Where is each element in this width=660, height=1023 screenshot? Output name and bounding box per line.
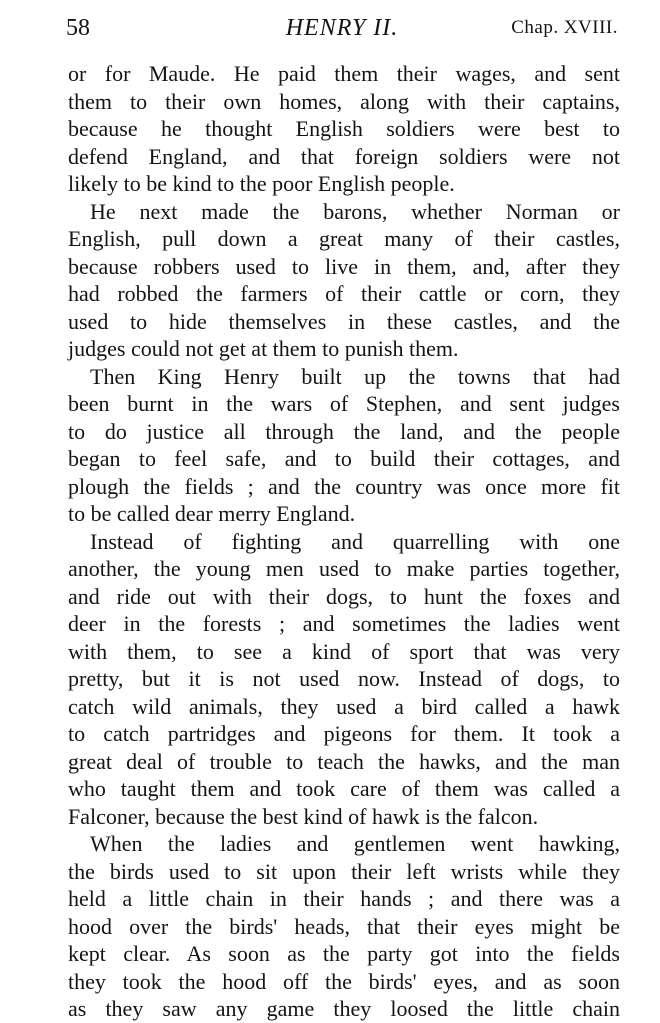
text-line: plough the fields ; and the country was once more fit <box>68 473 620 499</box>
text-line: Then King Henry built up the towns that had <box>90 363 620 389</box>
text-line: began to feel safe, and to build their cottages, and <box>68 446 620 471</box>
text-line: them to their own homes, along with their captains, <box>68 88 620 114</box>
text-line: to catch partridges and pigeons for them. It took a <box>68 721 620 746</box>
text-line: another, the young men used to make parties together, <box>68 556 620 581</box>
text-line: When the ladies and gentlemen went hawking, <box>90 831 620 856</box>
text-line: the birds used to sit upon their left wrists while they <box>68 858 620 884</box>
running-title: HENRY II. <box>285 15 399 41</box>
text-line: judges could not get at them to punish them. <box>68 336 459 361</box>
text-line: Falconer, because the best kind of hawk is the falcon. <box>68 803 539 829</box>
text-line: used to hide themselves in these castles, and the <box>68 308 620 334</box>
text-line: who taught them and took care of them was called a <box>68 776 620 801</box>
paragraph <box>68 528 620 831</box>
text-line: to be called dear merry England. <box>68 501 356 526</box>
text-line: Instead of fighting and quarrelling with one <box>90 528 620 554</box>
text-line: because robbers used to live in them, and, after they <box>68 253 620 279</box>
text-line: catch wild animals, they used a bird called a hawk <box>68 693 620 719</box>
text-line: He next made the barons, whether Norman or <box>90 198 620 224</box>
text-line: hood over the birds' heads, that their eyes might be <box>68 913 620 939</box>
text-line: they took the hood off the birds' eyes, and as soon <box>68 968 620 994</box>
text-line: as they saw any game they loosed the little chain <box>68 996 620 1021</box>
text-line: English, pull down a great many of their castles, <box>68 226 620 251</box>
text-line: or for Maude. He paid them their wages, and sent <box>68 61 620 86</box>
text-line: been burnt in the wars of Stephen, and sent judges <box>68 391 620 416</box>
text-line: with them, to see a kind of sport that was very <box>68 638 620 664</box>
body-text <box>68 60 620 1023</box>
page-number: 58 <box>66 15 90 41</box>
paragraph <box>68 198 620 363</box>
text-line: defend England, and that foreign soldiers were not <box>68 143 620 169</box>
text-line: and ride out with their dogs, to hunt the foxes and <box>68 583 620 609</box>
chapter-label: Chap. XVIII. <box>511 17 618 38</box>
text-line: had robbed the farmers of their cattle or corn, they <box>68 281 620 306</box>
text-line: deer in the forests ; and sometimes the ladies went <box>68 611 620 636</box>
text-line: held a little chain in their hands ; and there was a <box>68 886 620 911</box>
text-line: pretty, but it is not used now. Instead of dogs, to <box>68 666 620 691</box>
text-line: because he thought English soldiers were best to <box>68 116 620 141</box>
paragraph <box>68 363 620 528</box>
paragraph <box>68 830 620 1023</box>
paragraph <box>68 60 620 198</box>
text-line: likely to be kind to the poor English people. <box>68 171 455 196</box>
text-line: to do justice all through the land, and the people <box>68 418 620 444</box>
text-line: great deal of trouble to teach the hawks, and the man <box>68 748 620 774</box>
page-header <box>66 12 618 44</box>
text-line: kept clear. As soon as the party got into the fields <box>68 941 620 966</box>
